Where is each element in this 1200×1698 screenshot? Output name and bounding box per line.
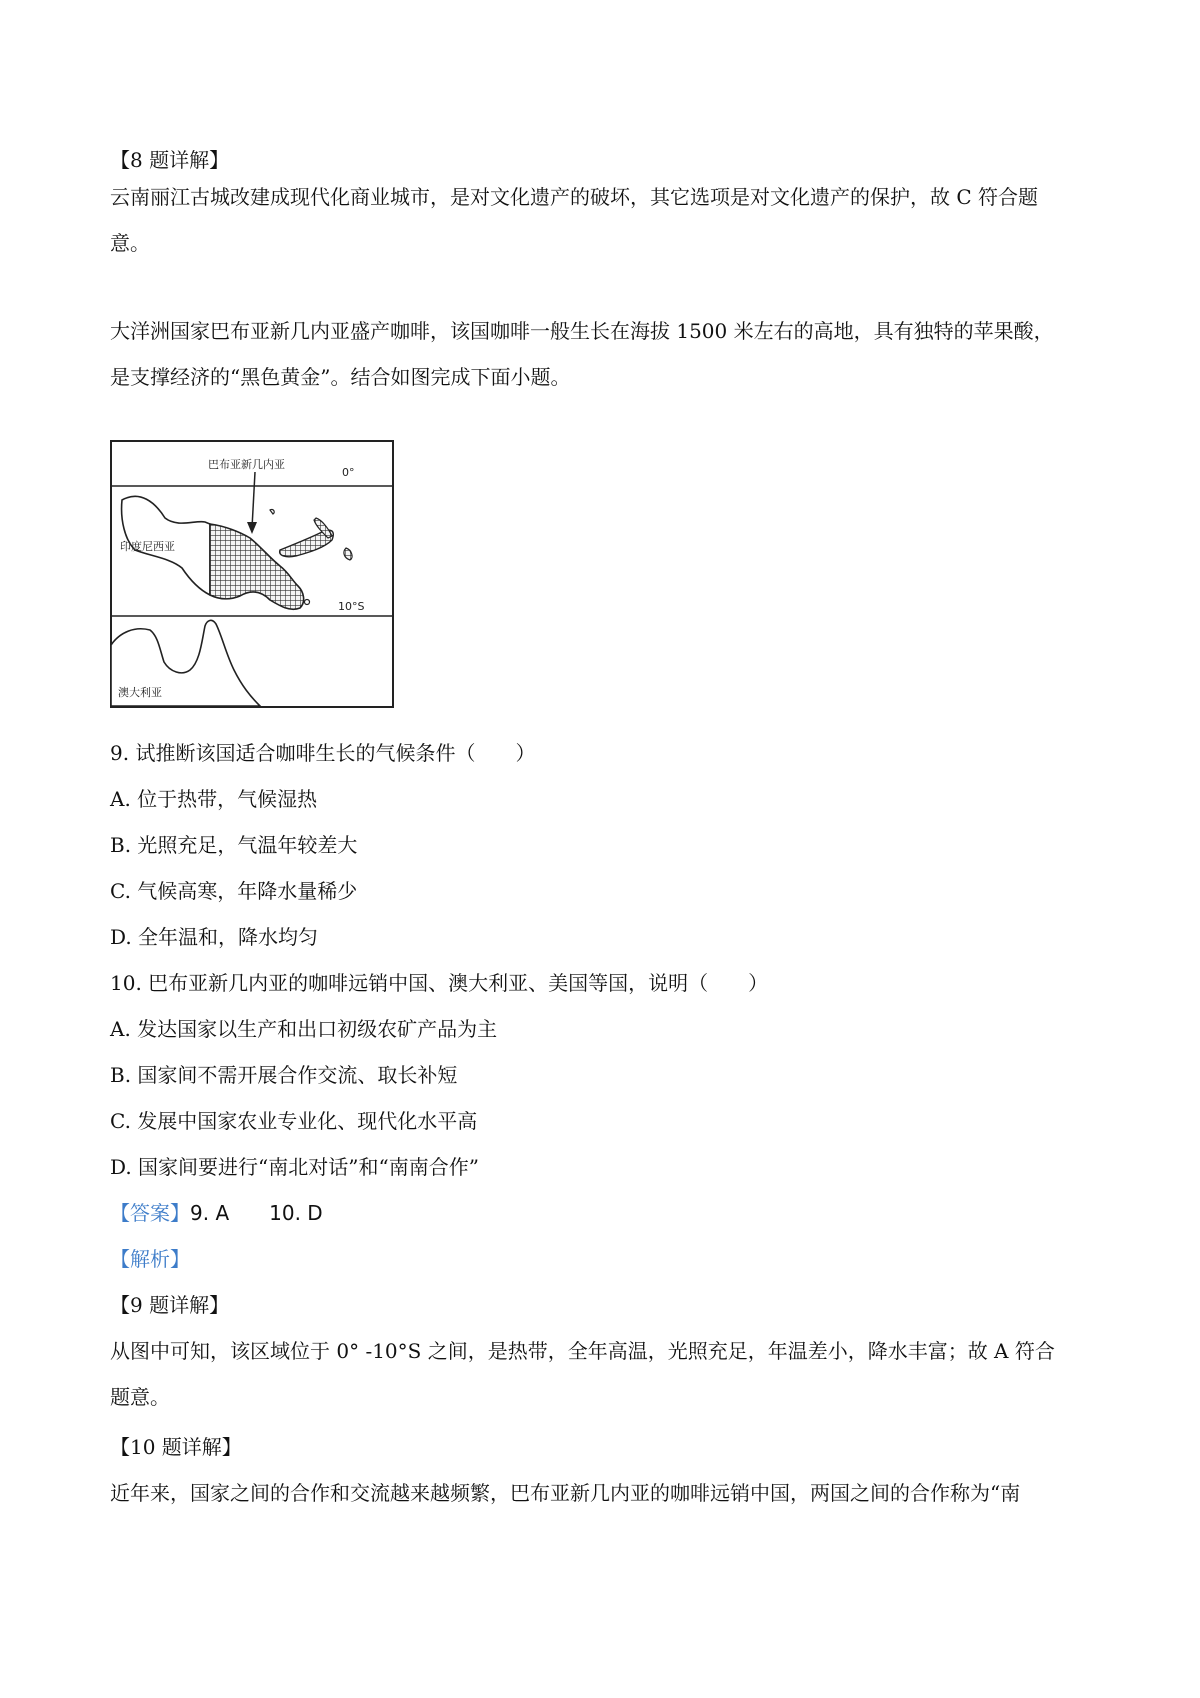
q9-option-d: D. 全年温和，降水均匀 — [110, 925, 319, 949]
map-figure — [110, 440, 395, 710]
q9-detail-line1: 从图中可知，该区域位于 0° -10°S 之间，是热带，全年高温，光照充足，年温差小，降水丰富；故 A 符合 — [110, 1339, 1055, 1363]
q10-stem: 10. 巴布亚新几内亚的咖啡远销中国、澳大利亚、美国等国，说明（ ） — [110, 971, 769, 995]
q10-option-c: C. 发展中国家农业专业化、现代化水平高 — [110, 1109, 478, 1133]
label-indonesia: 印度尼西亚 — [120, 540, 175, 553]
answer-10: 10. D — [269, 1201, 323, 1225]
label-10s: 10°S — [338, 600, 365, 613]
analysis-label: 【解析】 — [110, 1247, 190, 1271]
q8-detail-text-line1: 云南丽江古城改建成现代化商业城市，是对文化遗产的破坏，其它选项是对文化遗产的保护，故 C 符合题 — [110, 185, 1039, 209]
q9-detail-heading: 【9 题详解】 — [110, 1293, 230, 1317]
q10-option-a: A. 发达国家以生产和出口初级农矿产品为主 — [110, 1017, 498, 1041]
label-equator: 0° — [342, 466, 355, 479]
q9-option-a: A. 位于热带，气候湿热 — [110, 787, 318, 811]
intro-text-line1: 大洋洲国家巴布亚新几内亚盛产咖啡，该国咖啡一般生长在海拔 1500 米左右的高地，具有独特的苹果酸， — [110, 319, 1054, 343]
answer-9: 9. A — [190, 1201, 230, 1225]
q10-option-b: B. 国家间不需开展合作交流、取长补短 — [110, 1063, 458, 1087]
q10-option-d: D. 国家间要进行“南北对话”和“南南合作” — [110, 1155, 479, 1179]
intro-text-line2: 是支撑经济的“黑色黄金”。结合如图完成下面小题。 — [110, 365, 571, 389]
answer-label: 【答案】 — [110, 1201, 190, 1225]
q10-detail-heading: 【10 题详解】 — [110, 1435, 242, 1459]
q9-stem: 9. 试推断该国适合咖啡生长的气候条件（ ） — [110, 741, 536, 765]
q9-option-b: B. 光照充足，气温年较差大 — [110, 833, 358, 857]
png-location-map — [110, 440, 395, 710]
q8-detail-text-line2: 意。 — [110, 231, 150, 255]
q9-option-c: C. 气候高寒，年降水量稀少 — [110, 879, 358, 903]
label-png: 巴布亚新几内亚 — [208, 458, 285, 471]
q9-detail-line2: 题意。 — [110, 1385, 170, 1409]
small-islet — [305, 600, 310, 605]
q8-detail-heading: 【8 题详解】 — [110, 148, 230, 172]
answer-row — [110, 1198, 323, 1228]
label-australia: 澳大利亚 — [118, 686, 162, 699]
q10-detail-line1: 近年来，国家之间的合作和交流越来越频繁，巴布亚新几内亚的咖啡远销中国，两国之间的合作称为“南 — [110, 1481, 1021, 1505]
